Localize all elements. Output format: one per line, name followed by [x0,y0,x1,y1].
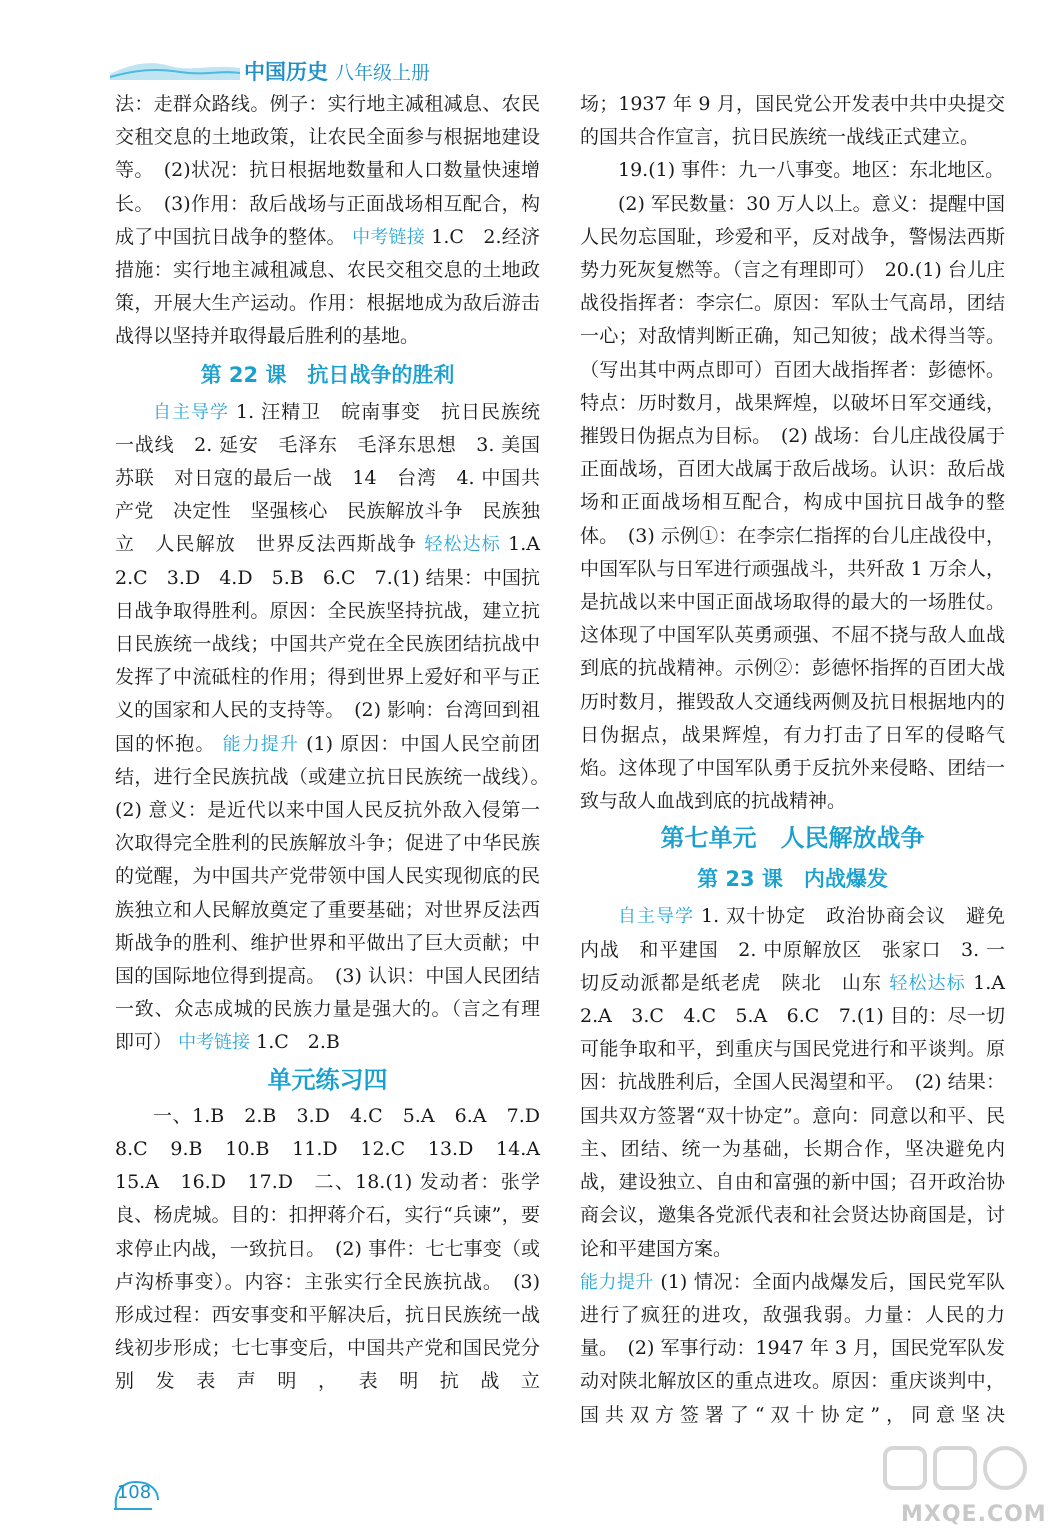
section-tag: 自主导学 [618,906,694,928]
book-title: 中国历史 [244,60,328,84]
lesson-heading: 第 23 课 内战爆发 [697,867,888,892]
lesson-heading: 第 22 课 抗日战争的胜利 [200,362,455,387]
left-column [115,88,560,1399]
section-tag: 能力提升 [222,733,299,755]
section-tag: 能力提升 [580,1271,654,1293]
answer-paragraph: 19.(1) 事件：九一八事变。地区：东北地区。 [618,159,1005,182]
site-watermark: MXQE.COM [855,1440,1055,1536]
unit-heading: 第七单元 人民解放战争 [660,824,925,853]
answer-paragraph: 场；1937 年 9 月，国民党公开发表中共中央提交的国共合作宣言，抗日民族统一战线正式建立。 [580,93,1005,149]
answer-paragraph: 一、1.B 2.B 3.D 4.C 5.A 6.A 7.D 8.C 9.B 10.B 11.D 12.C 13.D 14.A 15.A 16.D 17.D 二、18.(1) 发动者：张学良、杨虎城。目的：扣押蒋介石，实行“兵谏”，要求停止内战，一致抗日。 (2) 事件：七七事变（或卢沟桥事变）。内容：主张实行全民族抗战。 (3) 形成过程：西安事变和平解决后，抗日民族统一战线初步形成；七七事变后，中国共产党和国民党分别发表声明，表明抗战立 [115,1104,560,1393]
section-tag: 中考链接 [352,226,425,248]
header-wave-decoration-icon [110,50,240,80]
answer-paragraph: 法：走群众路线。例子：实行地主减租减息、农民交租交息的土地政策，让农民全面参与根据地建设等。 (2)状况：抗日根据地数量和人口数量快速增长。 (3)作用：敌后战场与正面战场相互配合，构成了中国抗日战争的整体。 中考链接 1.C 2.经济措施：实行地主减租减息、农民交租交息的土地政策，开展大生产运动。作用：根据地成为敌后游击战得以坚持并取得最后胜利的基地。 [115,93,541,348]
answer-paragraph: 能力提升 (1) 情况：全面内战爆发后，国民党军队进行了疯狂的进攻，敌强我弱。力量：人民的力量。 (2) 军事行动：1947 年 3 月，国民党军队发动对陕北解放区的重点进攻。原因：重庆谈判中，国共双方签署了“双十协定”，同意坚决 [580,1270,1006,1426]
unit-practice-heading: 单元练习四 [267,1065,388,1094]
book-grade: 八年级上册 [335,62,431,84]
answer-paragraph: 自主导学 1. 汪精卫 皖南事变 抗日民族统一战线 2. 延安 毛泽东 毛泽东思想 3. 美国 苏联 对日寇的最后一战 14 台湾 4. 中国共产党 决定性 坚强核心 民族解放斗争 民族独立 人民解放 世界反法西斯战争 轻松达标 1.A 2.C 3.D 4.D 5.B 6.C 7.(1) 结果：中国抗日战争取得胜利。原因：全民族坚持抗战，建立抗日民族统一战线；中国共产党在全民族团结抗战中发挥了中流砥柱的作用；得到世界上爱好和平与正义的国家和人民的支持等。 (2) 影响：台湾回到祖国的怀抱。 能力提升 (1) 原因：中国人民空前团结，进行全民族抗战（或建立抗日民族统一战线）。 (2) 意义：是近代以来中国人民反抗外敌入侵第一次取得完全胜利的民族解放斗争；促进了中华民族的觉醒，为中国共产党带领中国人民实现彻底的民族独立和人民解放奠定了重要基础；对世界反法西斯战争的胜利、维护世界和平做出了巨大贡献；中国的国际地位得到提高。 (3) 认识：中国人民团结一致、众志成城的民族力量是强大的。（言之有理即可） 中考链接 1.C 2.B [115,400,560,1054]
answer-paragraph: (2) 军民数量：30 万人以上。意义：提醒中国人民勿忘国耻，珍爱和平，反对战争，警惕法西斯势力死灰复燃等。（言之有理即可） 20.(1) 台儿庄战役指挥者：李宗仁。原因：军队士气高昂，团结一心；对敌情判断正确，知己知彼；战术得当等。（写出其中两点即可）百团大战指挥者：彭德怀。特点：历时数月，战果辉煌，以破坏日军交通线，摧毁日伪据点为目标。 (2) 战场：台儿庄战役属于正面战场，百团大战属于敌后战场。认识：敌后战场和正面战场相互配合，构成中国抗日战争的整体。 (3) 示例①：在李宗仁指挥的台儿庄战役中，中国军队与日军进行顽强战斗，共歼敌 1 万余人，是抗战以来中国正面战场取得的最大的一场胜仗。这体现了中国军队英勇顽强、不屈不挠与敌人血战到底的抗战精神。示例②：彭德怀指挥的百团大战历时数月，摧毁敌人交通线两侧及抗日根据地内的日伪据点，战果辉煌，有力打击了日军的侵略气焰。这体现了中国军队勇于反抗外来侵略、团结一致与敌人血战到底的抗战精神。 [580,192,1005,813]
page-number: 108 [112,1478,162,1512]
section-tag: 轻松达标 [424,534,501,556]
right-column [580,88,1024,1432]
page-header [0,0,1057,90]
section-tag: 自主导学 [153,401,229,423]
section-tag: 轻松达标 [889,972,966,994]
section-tag: 中考链接 [178,1032,251,1054]
watermark-logo-icon [855,1440,1055,1510]
answer-paragraph: 自主导学 1. 双十协定 政治协商会议 避免内战 和平建国 2. 中原解放区 张家口 3. 一切反动派都是纸老虎 陕北 山东 轻松达标 1.A 2.A 3.C 4.C 5.A 6.C 7.(1) 目的：尽一切可能争取和平，到重庆与国民党进行和平谈判。原因：抗战胜利后，全国人民渴望和平。 (2) 结果：国共双方签署“双十协定”。意向：同意以和平、民主、团结、统一为基础，长期合作，坚决避免内战，建设独立、自由和富强的新中国；召开政治协商会议，邀集各党派代表和社会贤达协商国是，讨论和平建国方案。 [580,905,1024,1260]
